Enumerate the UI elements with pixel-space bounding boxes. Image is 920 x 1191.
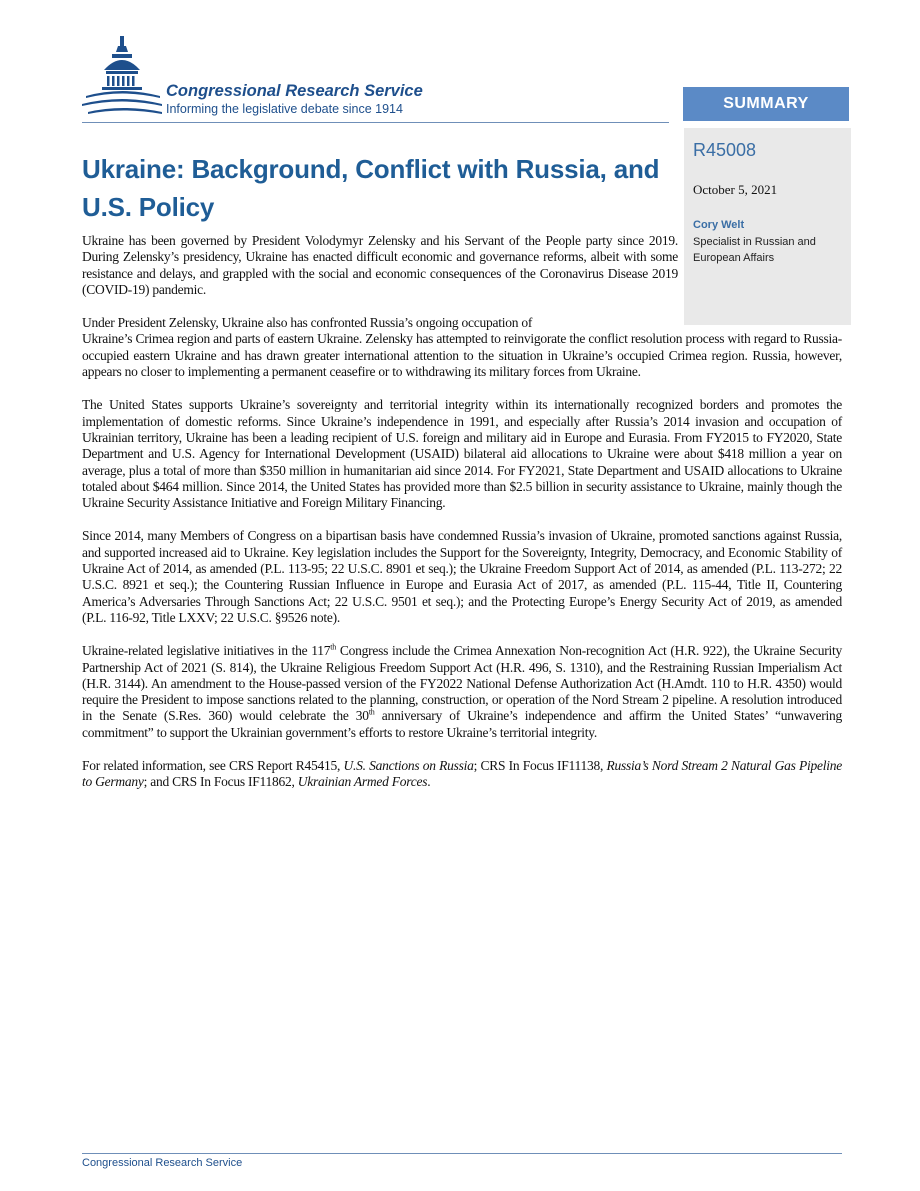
report-date: October 5, 2021 — [693, 182, 778, 197]
report-link-armed-forces[interactable]: Ukrainian Armed Forces — [297, 774, 428, 790]
author-title: Specialist in Russian and European Affairs — [693, 236, 816, 264]
footer-org-name: Congressional Research Service — [82, 1157, 243, 1169]
paragraph-5-text-b: Congress include the Crimea Annexation Non-recognition Act (H.R. 922), the Ukraine Security Partnership Act of 2021 (S. 814), the Ukraine Religious Freedom Support Act (H.R. 496, S. 1310), and the Restraining Russian Imperialism Act (H.R. 3144). An amendment to the House-passed version of the FY2022 National Defense Authorization Act (H.Amdt. 110 to H.R. 4350) would require the President to impose sanctions related to the planning, construction, or operation of the Nord Stream 2 pipeline. A resolution introduced in the Senate (S.Res. 360) would celebrate the 30 — [82, 643, 842, 724]
report-number: R45008 — [693, 140, 757, 160]
paragraph-5 — [82, 643, 842, 741]
paragraph-6-text-b: ; CRS In Focus IF11138, — [473, 758, 607, 774]
ordinal-suffix: th — [330, 642, 337, 652]
author-name: Cory Welt — [693, 219, 745, 231]
paragraph-2-first-line: Under President Zelensky, Ukraine also has confronted Russia’s ongoing occupation of — [82, 315, 533, 331]
paragraph-5-text-c: anniversary of Ukraine’s independence and affirm the United States’ “unwavering commitment” to support the Ukrainian government’s efforts to restore Ukraine’s territorial integrity. — [82, 708, 842, 740]
paragraph-6 — [82, 758, 842, 791]
report-link-nord-stream[interactable]: Russia’s Nord Stream 2 Natural Gas Pipeline to Germany — [82, 758, 842, 790]
summary-label: SUMMARY — [683, 87, 849, 121]
paragraph-5-text-a: Ukraine-related legislative initiatives in the 117 — [82, 643, 331, 659]
paragraph-3: The United States supports Ukraine’s sovereignty and territorial integrity within its internationally recognized borders and promotes the implementation of domestic reforms. Since Ukraine’s independence in 1991, and especially after Russia’s 2014 invasion and occupation of Ukrainian territory, Ukraine has been a leading recipient of U.S. foreign and military aid in Europe and Eurasia. From FY2015 to FY2020, State Department and U.S. Agency for International Development (USAID) bilateral aid allocations to Ukraine were about $418 million a year on average, plus a total of more than $350 million in humanitarian aid since 2014. For FY2021, State Department and USAID allocations to Ukraine totaled about $464 million. Since 2014, the United States has provided more than $2.5 billion in security assistance to Ukraine, mainly though the Ukraine Security Assistance Initiative and Foreign Military Financing. — [82, 397, 842, 511]
org-tagline: Informing the legislative debate since 1914 — [166, 102, 403, 116]
ordinal-suffix: th — [368, 707, 375, 717]
paragraph-6-text-c: ; and CRS In Focus IF11862, — [143, 774, 298, 790]
paragraph-6-text-d: . — [427, 774, 431, 790]
paragraph-2-rest: Ukraine’s Crimea region and parts of eastern Ukraine. Zelensky has attempted to reinvigorate the conflict resolution process with regard to Russia-occupied eastern Ukraine and has drawn greater international attention to the situation in Ukraine’s occupied Crimea region. Russia, however, appears no closer to implementing a permanent ceasefire or to withdrawing its military forces from Ukraine. — [82, 331, 842, 380]
footer-divider — [82, 1153, 842, 1154]
summary-body — [82, 233, 842, 808]
org-name: Congressional Research Service — [166, 82, 423, 100]
paragraph-4: Since 2014, many Members of Congress on a bipartisan basis have condemned Russia’s invasion of Ukraine, promoted sanctions against Russia, and supported increased aid to Ukraine. Key legislation includes the Support for the Sovereignty, Integrity, Democracy, and Economic Stability of Ukraine Act of 2014, as amended (P.L. 113-95; 22 U.S.C. 8901 et seq.); the Ukraine Freedom Support Act of 2014, as amended (P.L. 113-272; 22 U.S.C. 8921 et seq.); the Countering Russian Influence in Europe and Eurasia Act of 2017, as amended (P.L. 115-44, Title II, Countering America’s Adversaries Through Sanctions Act; 22 U.S.C. 9501 et seq.); and the Protecting Europe’s Energy Security Act of 2019, as amended (P.L. 116-92, Title LXXV; 22 U.S.C. §9526 note). — [82, 528, 842, 625]
paragraph-2 — [82, 315, 842, 380]
header-divider — [82, 122, 669, 123]
capitol-dome-icon — [82, 36, 162, 120]
report-title: Ukraine: Background, Conflict with Russia, and U.S. Policy — [82, 154, 660, 222]
paragraph-1: Ukraine has been governed by President Volodymyr Zelensky and his Servant of the People party since 2019. During Zelensky’s presidency, Ukraine has enacted difficult economic and governance reforms, albeit with some resistance and delays, and grappled with the social and economic consequences of the Coronavirus Disease 2019 (COVID-19) pandemic. — [82, 233, 678, 297]
paragraph-6-text-a: For related information, see CRS Report R45415, — [82, 758, 344, 774]
report-link-sanctions[interactable]: U.S. Sanctions on Russia — [343, 758, 474, 774]
